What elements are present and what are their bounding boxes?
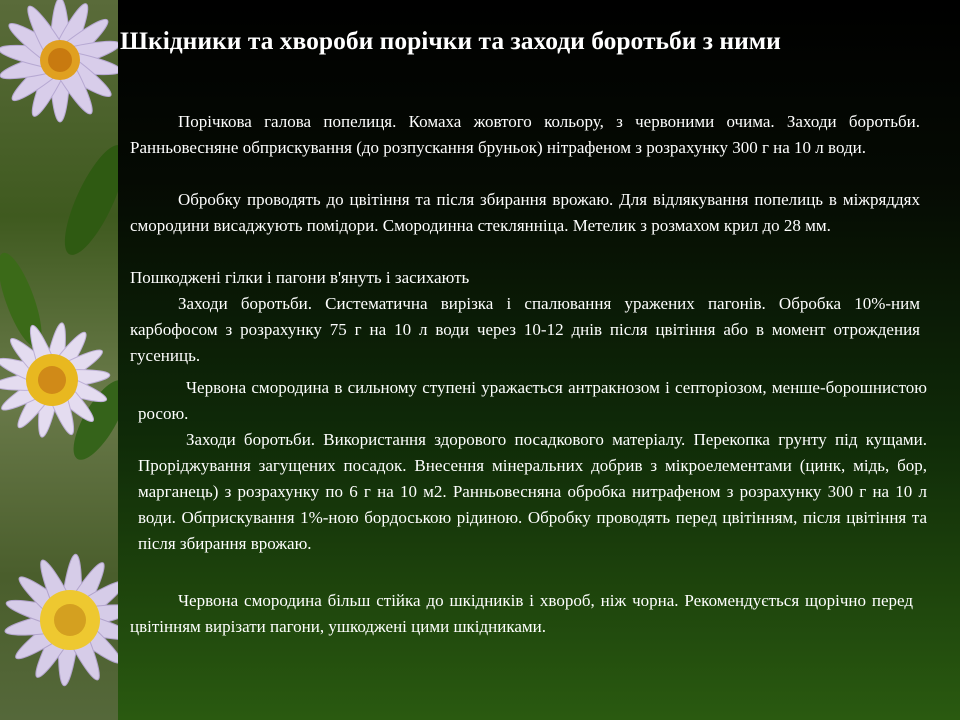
paragraph-treatment-timing: Обробку проводять до цвітіння та після збирання врожаю. Для відлякування попелиць в міжряддях смородини висаджують помідори. Смородинна стеклянніца. Метелик з розмахом крил до 28 мм. <box>130 190 920 235</box>
paragraph-control-measures: Заходи боротьби. Систематична вирізка і спалювання уражених пагонів. Обробка 10%-ним карбофосом з розрахунку 75 г на 10 л води через 10-12 днів після цвітіння або в момент отрождения гусениць. <box>130 294 920 365</box>
slide-title: Шкідники та хвороби порічки та заходи боротьби з ними <box>120 26 781 55</box>
aster-flowers-image <box>0 0 118 720</box>
paragraph-damage-symptoms: Пошкоджені гілки і пагони в'януть і засихають <box>130 268 470 287</box>
paragraph-recommendation: Червона смородина більш стійка до шкідників і хвороб, ніж чорна. Рекомендується щорічно перед цвітінням вирізати пагони, ушкоджені цими шкідниками. <box>130 591 913 636</box>
paragraph-gall-aphid: Порічкова галова попелиця. Комаха жовтого кольору, з червоними очима. Заходи боротьби. Ранньовесняне обприскування (до розпускання бруньок) нітрафеном з розрахунку 300 г на 10 л води. <box>130 112 920 157</box>
flower-photo-strip <box>0 0 118 720</box>
paragraph-disease-control: Заходи боротьби. Використання здорового посадкового матеріалу. Перекопка грунту під кущами. Проріджування загущених посадок. Внесення мінеральних добрив з мікроелементами (цинк, мідь, бор, марганець) з розрахунку по 6 г на 10 м2. Ранньовесняна обробка нитрафеном з розрахунку 300 г на 10 л води. Обприскування 1%-ною бордоською рідиною. Обробку проводять перед цвітінням, після цвітіння та після збирання врожаю. <box>138 430 927 553</box>
paragraph-red-currant-diseases: Червона смородина в сильному ступені уражається антракнозом і септоріозом, менше-борошнистою росою. <box>138 378 927 423</box>
